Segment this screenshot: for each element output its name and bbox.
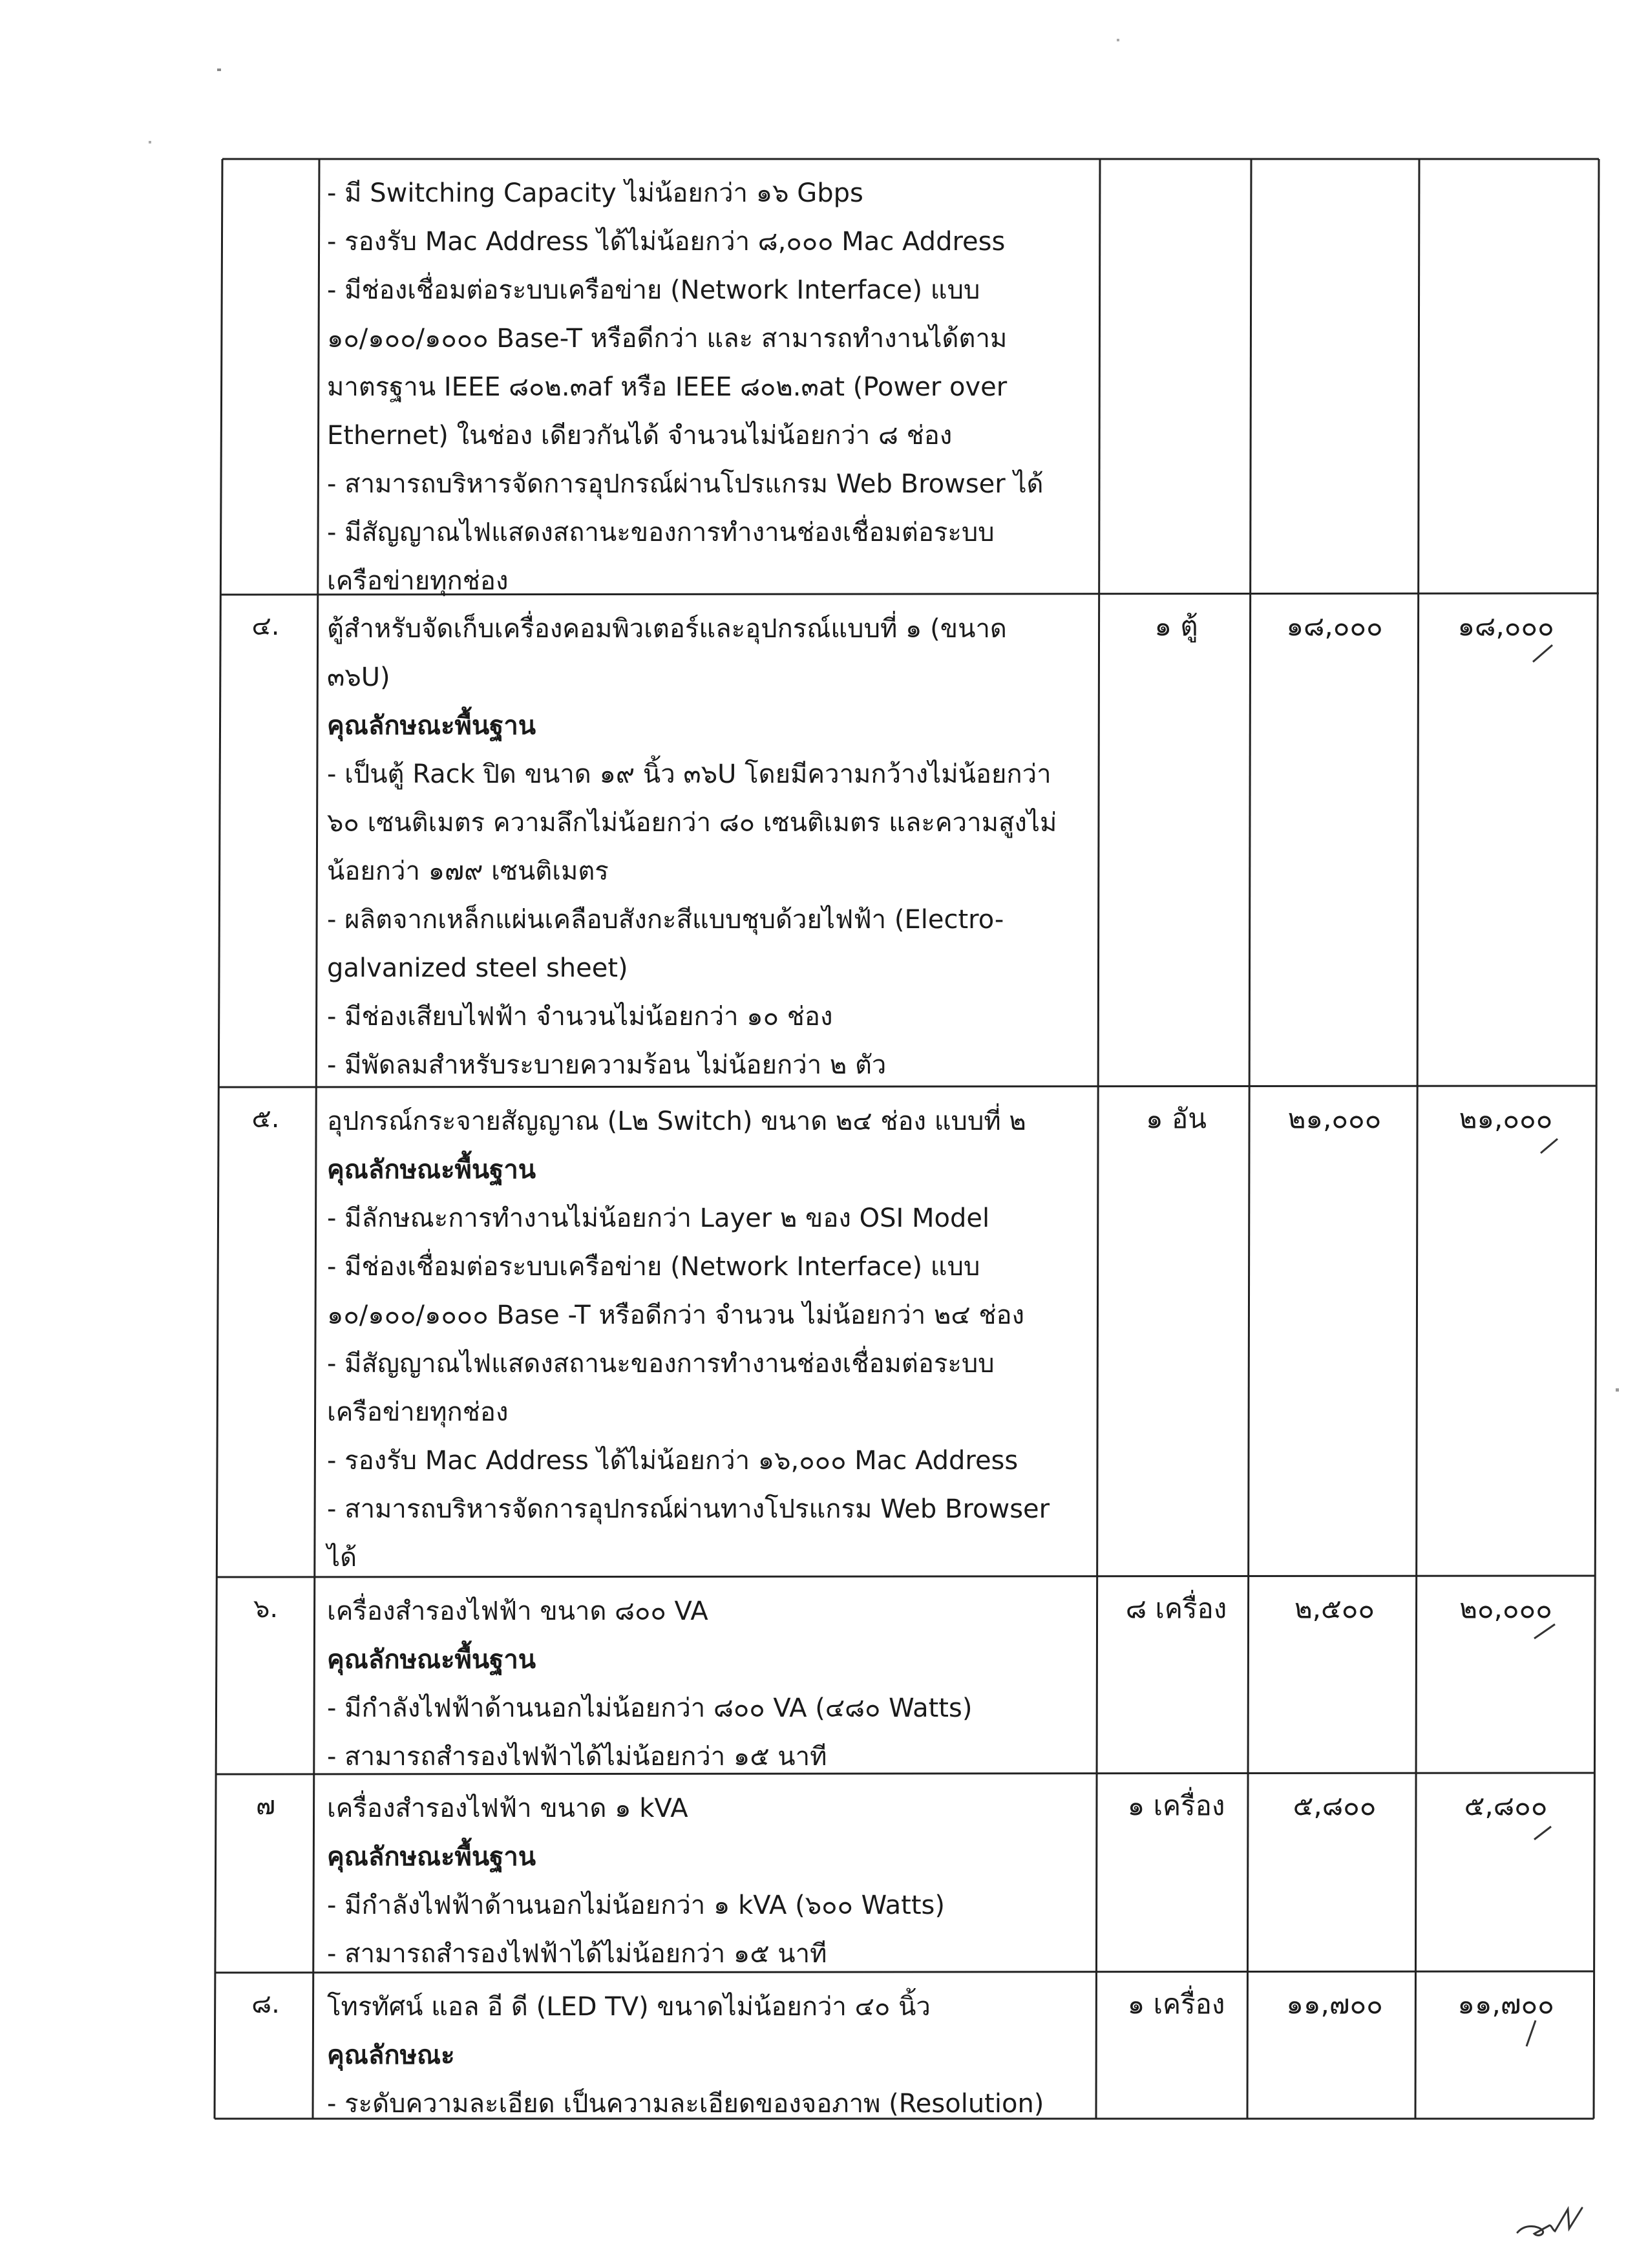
description-line: ๑๐/๑๐๐/๑๐๐๐ Base -T หรือดีกว่า จำนวน ไม่น้อยกว่า ๒๔ ช่อง bbox=[327, 1300, 1025, 1330]
item-total: ๑๘,๐๐๐ bbox=[1457, 610, 1554, 642]
description-line: - มี Switching Capacity ไม่น้อยกว่า ๑๖ Gbps bbox=[327, 178, 863, 208]
description-line: เครื่องสำรองไฟฟ้า ขนาด ๘๐๐ VA bbox=[327, 1596, 708, 1626]
item-description bbox=[327, 605, 1090, 1090]
scan-speck bbox=[149, 141, 151, 143]
item-quantity: ๑ ตู้ bbox=[1154, 610, 1198, 642]
description-line: - มีกำลังไฟฟ้าด้านนอกไม่น้อยกว่า ๑ kVA (๖๐๐ Watts) bbox=[327, 1891, 945, 1920]
item-quantity: ๑ เครื่อง bbox=[1127, 1988, 1225, 2020]
item-number: ๕. bbox=[251, 1104, 280, 1134]
item-quantity: ๑ เครื่อง bbox=[1127, 1790, 1225, 1821]
description-line: galvanized steel sheet) bbox=[327, 953, 628, 983]
item-number: ๖. bbox=[253, 1594, 279, 1624]
description-line: - มีกำลังไฟฟ้าด้านนอกไม่น้อยกว่า ๘๐๐ VA (๔๘๐ Watts) bbox=[327, 1693, 973, 1723]
description-line: - มีพัดลมสำหรับระบายความร้อน ไม่น้อยกว่า ๒ ตัว bbox=[327, 1050, 887, 1080]
description-line: ๖๐ เซนติเมตร ความลึกไม่น้อยกว่า ๘๐ เซนติเมตร และความสูงไม่ bbox=[327, 808, 1057, 838]
table-row bbox=[0, 1973, 1648, 2119]
description-line: - สามารถสำรองไฟฟ้าได้ไม่น้อยกว่า ๑๕ นาที bbox=[327, 1742, 827, 1772]
item-unit-price: ๑๑,๗๐๐ bbox=[1286, 1988, 1383, 2020]
description-line: - มีช่องเสียบไฟฟ้า จำนวนไม่น้อยกว่า ๑๐ ช่อง bbox=[327, 1002, 833, 1032]
check-mark-icon bbox=[1537, 1132, 1563, 1158]
description-line: - สามารถสำรองไฟฟ้าได้ไม่น้อยกว่า ๑๕ นาที bbox=[327, 1939, 827, 1969]
description-line: โทรทัศน์ แอล อี ดี (LED TV) ขนาดไม่น้อยกว่า ๔๐ นิ้ว bbox=[327, 1992, 931, 2022]
item-number: ๔. bbox=[251, 611, 280, 641]
description-line: - ระดับความละเอียด เป็นความละเอียดของจอภาพ (Resolution) bbox=[327, 2089, 1044, 2119]
description-line: เครือข่ายทุกช่อง bbox=[327, 566, 509, 596]
table-row bbox=[0, 1774, 1648, 1973]
description-line: อุปกรณ์กระจายสัญญาณ (L๒ Switch) ขนาด ๒๔ ช่อง แบบที่ ๒ bbox=[327, 1107, 1026, 1136]
item-number: ๗ bbox=[255, 1791, 276, 1821]
description-line: - สามารถบริหารจัดการอุปกรณ์ผ่านโปรแกรม Web Browser ได้ bbox=[327, 469, 1044, 499]
description-line: น้อยกว่า ๑๗๙ เซนติเมตร bbox=[327, 856, 609, 886]
description-heading: คุณลักษณะ bbox=[327, 2040, 455, 2070]
description-line: ๑๐/๑๐๐/๑๐๐๐ Base-T หรือดีกว่า และ สามารถทำงานได้ตาม bbox=[327, 324, 1008, 354]
scan-speck bbox=[1616, 1388, 1619, 1392]
item-number: ๘. bbox=[251, 1989, 280, 2019]
item-total: ๑๑,๗๐๐ bbox=[1457, 1988, 1554, 2020]
description-heading: คุณลักษณะพื้นฐาน bbox=[327, 1842, 536, 1872]
description-line: - มีลักษณะการทำงานไม่น้อยกว่า Layer ๒ ของ OSI Model bbox=[327, 1203, 990, 1233]
item-description bbox=[327, 1587, 1090, 1781]
table-row bbox=[0, 1087, 1648, 1577]
item-unit-price: ๒,๕๐๐ bbox=[1294, 1593, 1375, 1624]
scan-speck bbox=[217, 69, 221, 71]
table-row bbox=[0, 159, 1648, 595]
description-line: - รองรับ Mac Address ได้ไม่น้อยกว่า ๑๖,๐๐๐ Mac Address bbox=[327, 1446, 1019, 1476]
item-description bbox=[327, 169, 1090, 606]
item-description bbox=[327, 1983, 1090, 2128]
description-line: ได้ bbox=[327, 1543, 357, 1573]
description-line: Ethernet) ในช่อง เดียวกันได้ จำนวนไม่น้อยกว่า ๘ ช่อง bbox=[327, 421, 953, 450]
description-line: - มีสัญญาณไฟแสดงสถานะของการทำงานช่องเชื่อมต่อระบบ bbox=[327, 1349, 995, 1379]
signature-initials-icon bbox=[1512, 2204, 1590, 2249]
item-total: ๕,๘๐๐ bbox=[1464, 1790, 1548, 1821]
check-mark-icon bbox=[1530, 640, 1556, 666]
description-line: ๓๖U) bbox=[327, 662, 390, 692]
check-mark-icon bbox=[1532, 1619, 1558, 1645]
item-total: ๒๐,๐๐๐ bbox=[1459, 1593, 1552, 1624]
check-mark-icon bbox=[1532, 1818, 1558, 1843]
description-line: - ผลิตจากเหล็กแผ่นเคลือบสังกะสีแบบชุบด้วยไฟฟ้า (Electro- bbox=[327, 905, 1004, 935]
description-heading: คุณลักษณะพื้นฐาน bbox=[327, 1155, 536, 1185]
description-line: มาตรฐาน IEEE ๘๐๒.๓af หรือ IEEE ๘๐๒.๓at (Power over bbox=[327, 372, 1008, 402]
description-line: - เป็นตู้ Rack ปิด ขนาด ๑๙ นิ้ว ๓๖U โดยมีความกว้างไม่น้อยกว่า bbox=[327, 759, 1051, 789]
item-unit-price: ๑๘,๐๐๐ bbox=[1286, 610, 1383, 642]
item-total: ๒๑,๐๐๐ bbox=[1459, 1103, 1553, 1134]
scan-speck bbox=[1117, 39, 1119, 41]
description-heading: คุณลักษณะพื้นฐาน bbox=[327, 711, 536, 741]
description-line: เครือข่ายทุกช่อง bbox=[327, 1397, 509, 1427]
item-description bbox=[327, 1097, 1090, 1582]
item-description bbox=[327, 1785, 1090, 1978]
description-line: - มีช่องเชื่อมต่อระบบเครือข่าย (Network Interface) แบบ bbox=[327, 275, 980, 305]
table-row bbox=[0, 1577, 1648, 1774]
table-row bbox=[0, 595, 1648, 1087]
description-line: - สามารถบริหารจัดการอุปกรณ์ผ่านทางโปรแกรม Web Browser bbox=[327, 1494, 1050, 1524]
item-quantity: ๘ เครื่อง bbox=[1125, 1593, 1227, 1624]
item-unit-price: ๕,๘๐๐ bbox=[1293, 1790, 1377, 1821]
item-unit-price: ๒๑,๐๐๐ bbox=[1287, 1103, 1382, 1134]
description-heading: คุณลักษณะพื้นฐาน bbox=[327, 1645, 536, 1675]
item-quantity: ๑ อัน bbox=[1146, 1103, 1207, 1134]
description-line: เครื่องสำรองไฟฟ้า ขนาด ๑ kVA bbox=[327, 1794, 688, 1823]
description-line: ตู้สำหรับจัดเก็บเครื่องคอมพิวเตอร์และอุปกรณ์แบบที่ ๑ (ขนาด bbox=[327, 614, 1007, 644]
description-line: - มีสัญญาณไฟแสดงสถานะของการทำงานช่องเชื่อมต่อระบบ bbox=[327, 518, 995, 547]
check-mark-icon bbox=[1519, 2018, 1545, 2050]
description-line: - รองรับ Mac Address ได้ไม่น้อยกว่า ๘,๐๐๐ Mac Address bbox=[327, 227, 1006, 257]
description-line: - มีช่องเชื่อมต่อระบบเครือข่าย (Network Interface) แบบ bbox=[327, 1252, 980, 1282]
